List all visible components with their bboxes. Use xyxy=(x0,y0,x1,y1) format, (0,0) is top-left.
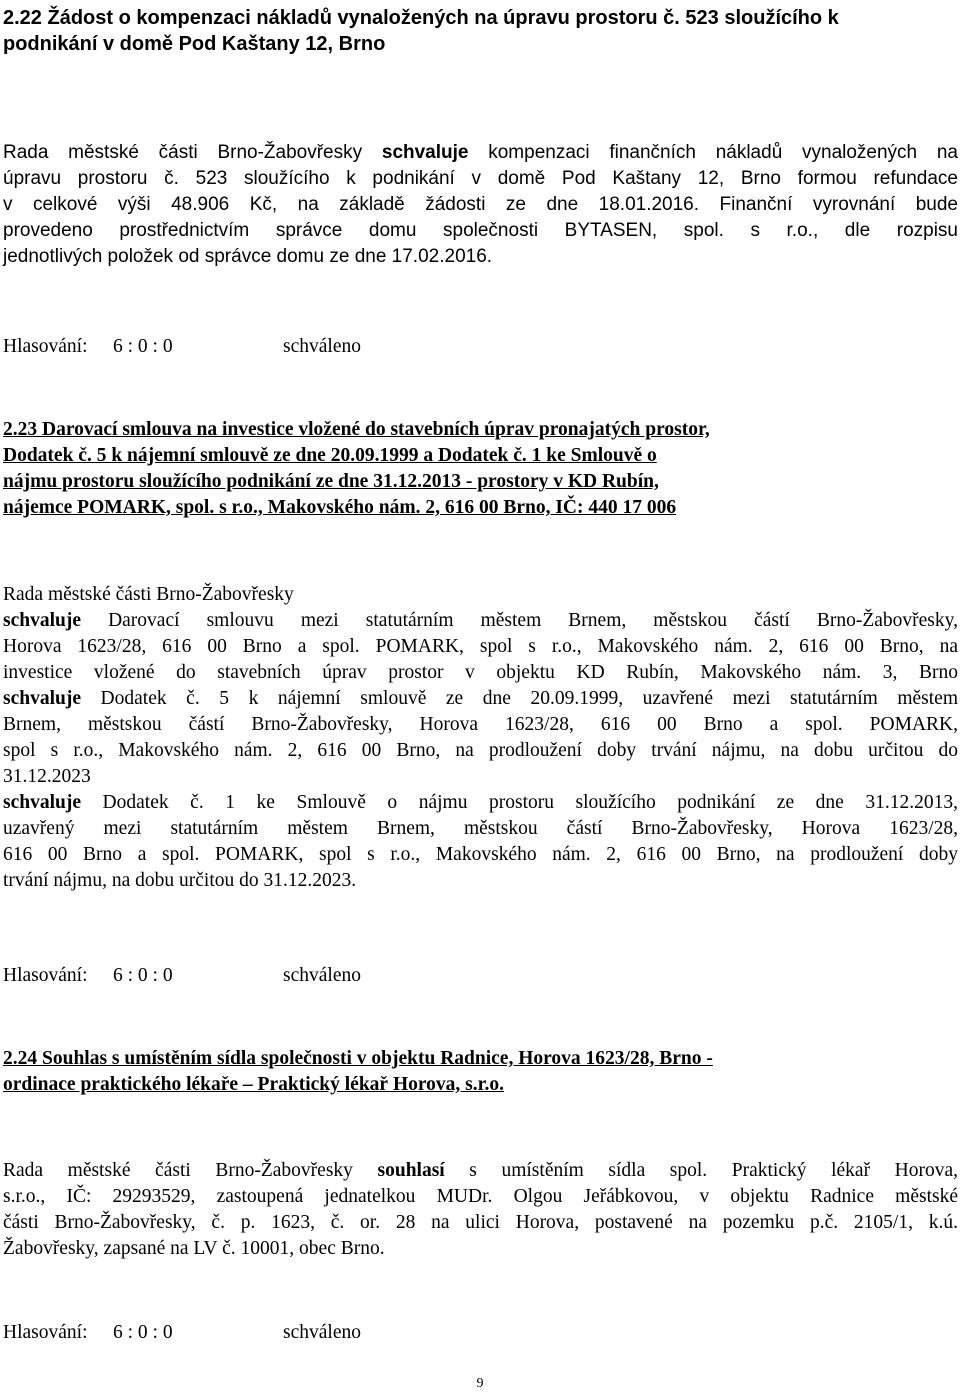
vote-label: Hlasování: xyxy=(3,336,88,357)
heading-line: 2.23 Darovací smlouva na investice vložené do stavebních úprav pronajatých prostor, xyxy=(3,419,710,440)
vote-count: 6 : 0 : 0 xyxy=(113,1322,173,1343)
section-2-23-resolution xyxy=(3,582,958,894)
vote-count: 6 : 0 : 0 xyxy=(113,965,173,986)
vote-result: schváleno xyxy=(283,336,361,357)
heading-line: Dodatek č. 5 k nájemní smlouvě ze dne 20.09.1999 a Dodatek č. 1 ke Smlouvě o xyxy=(3,445,657,466)
heading-line: nájmu prostoru sloužícího podnikání ze dne 31.12.2013 - prostory v KD Rubín, xyxy=(3,471,659,492)
paragraph-line: Rada městské části Brno-Žabovřesky souhlasí s umístěním sídla spol. Praktický lékař Horova, xyxy=(3,1160,958,1181)
page-number: 9 xyxy=(476,1376,484,1391)
paragraph-line: 616 00 Brno a spol. POMARK, spol s r.o., Makovského nám. 2, 616 00 Brno, na prodloužení doby xyxy=(3,844,958,865)
paragraph-line: provedeno prostřednictvím správce domu společnosti BYTASEN, spol. s r.o., dle rozpisu xyxy=(3,220,958,241)
resolution-keyword: schvaluje xyxy=(3,610,81,631)
paragraph-line: Rada městské části Brno-Žabovřesky xyxy=(3,584,294,605)
resolution-keyword: schvaluje xyxy=(381,142,469,163)
heading-line: 2.24 Souhlas s umístěním sídla společnosti v objektu Radnice, Horova 1623/28, Brno - xyxy=(3,1048,713,1069)
paragraph-line: Žabovřesky, zapsané na LV č. 10001, obec Brno. xyxy=(3,1238,385,1259)
paragraph-line: spol s r.o., Makovského nám. 2, 616 00 Brno, na prodloužení doby trvání nájmu, na dobu určitou do xyxy=(3,740,958,761)
paragraph-line: investice vložené do stavebních úprav prostor v objektu KD Rubín, Makovského nám. 3, Brno xyxy=(3,662,958,683)
paragraph-line: schvaluje Darovací smlouvu mezi statutárním městem Brnem, městskou částí Brno-Žabovřesky, xyxy=(3,610,958,631)
paragraph-line: části Brno-Žabovřesky, č. p. 1623, č. or. 28 na ulici Horova, postavené na pozemku p.č. 2105/1, k.ú. xyxy=(3,1212,958,1233)
heading-line: podnikání v domě Pod Kaštany 12, Brno xyxy=(3,33,386,55)
heading-line: nájemce POMARK, spol. s r.o., Makovského nám. 2, 616 00 Brno, IČ: 440 17 006 xyxy=(3,497,677,518)
resolution-keyword: souhlasí xyxy=(377,1160,445,1181)
section-2-22-heading xyxy=(3,5,958,57)
section-2-24-heading xyxy=(3,1046,958,1098)
heading-line: ordinace praktického lékaře – Praktický lékař Horova, s.r.o. xyxy=(3,1074,505,1095)
paragraph-line: schvaluje Dodatek č. 5 k nájemní smlouvě ze dne 20.09.1999, uzavřené mezi statutárním městem xyxy=(3,688,958,709)
paragraph-line: schvaluje Dodatek č. 1 ke Smlouvě o nájmu prostoru sloužícího podnikání ze dne 31.12.2013, xyxy=(3,792,958,813)
section-2-23-heading xyxy=(3,417,958,521)
paragraph-line: v celkové výši 48.906 Kč, na základě žádosti ze dne 18.01.2016. Finanční vyrovnání bude xyxy=(3,194,958,215)
paragraph-line: uzavřený mezi statutárním městem Brnem, městskou částí Brno-Žabovřesky, Horova 1623/28, xyxy=(3,818,958,839)
paragraph-line: 31.12.2023 xyxy=(3,766,91,787)
vote-result: schváleno xyxy=(283,1322,361,1343)
section-2-23-vote xyxy=(3,963,958,989)
section-2-22-resolution xyxy=(3,140,958,270)
resolution-keyword: schvaluje xyxy=(3,688,81,709)
section-2-24-vote xyxy=(3,1320,958,1346)
vote-label: Hlasování: xyxy=(3,965,88,986)
vote-label: Hlasování: xyxy=(3,1322,88,1343)
paragraph-line: trvání nájmu, na dobu určitou do 31.12.2023. xyxy=(3,870,357,891)
paragraph-line: úpravu prostoru č. 523 sloužícího k podnikání v domě Pod Kaštany 12, Brno formou refundace xyxy=(3,168,958,189)
resolution-keyword: schvaluje xyxy=(3,792,81,813)
heading-line: 2.22 Žádost o kompenzaci nákladů vynaložených na úpravu prostoru č. 523 sloužícího k xyxy=(3,7,839,29)
paragraph-line: Horova 1623/28, 616 00 Brno a spol. POMARK, spol s r.o., Makovského nám. 2, 616 00 Brno, na xyxy=(3,636,958,657)
section-2-24-resolution xyxy=(3,1158,958,1262)
vote-result: schváleno xyxy=(283,965,361,986)
paragraph-line: s.r.o., IČ: 29293529, zastoupená jednatelkou MUDr. Olgou Jeřábkovou, v objektu Radnice městské xyxy=(3,1186,958,1207)
paragraph-line: Rada městské části Brno-Žabovřesky schvaluje kompenzaci finančních nákladů vynaložených na xyxy=(3,142,959,163)
vote-count: 6 : 0 : 0 xyxy=(113,336,173,357)
paragraph-line: jednotlivých položek od správce domu ze dne 17.02.2016. xyxy=(3,246,493,267)
paragraph-line: Brnem, městskou částí Brno-Žabovřesky, Horova 1623/28, 616 00 Brno a spol. POMARK, xyxy=(3,714,958,735)
section-2-22-vote xyxy=(3,334,958,360)
